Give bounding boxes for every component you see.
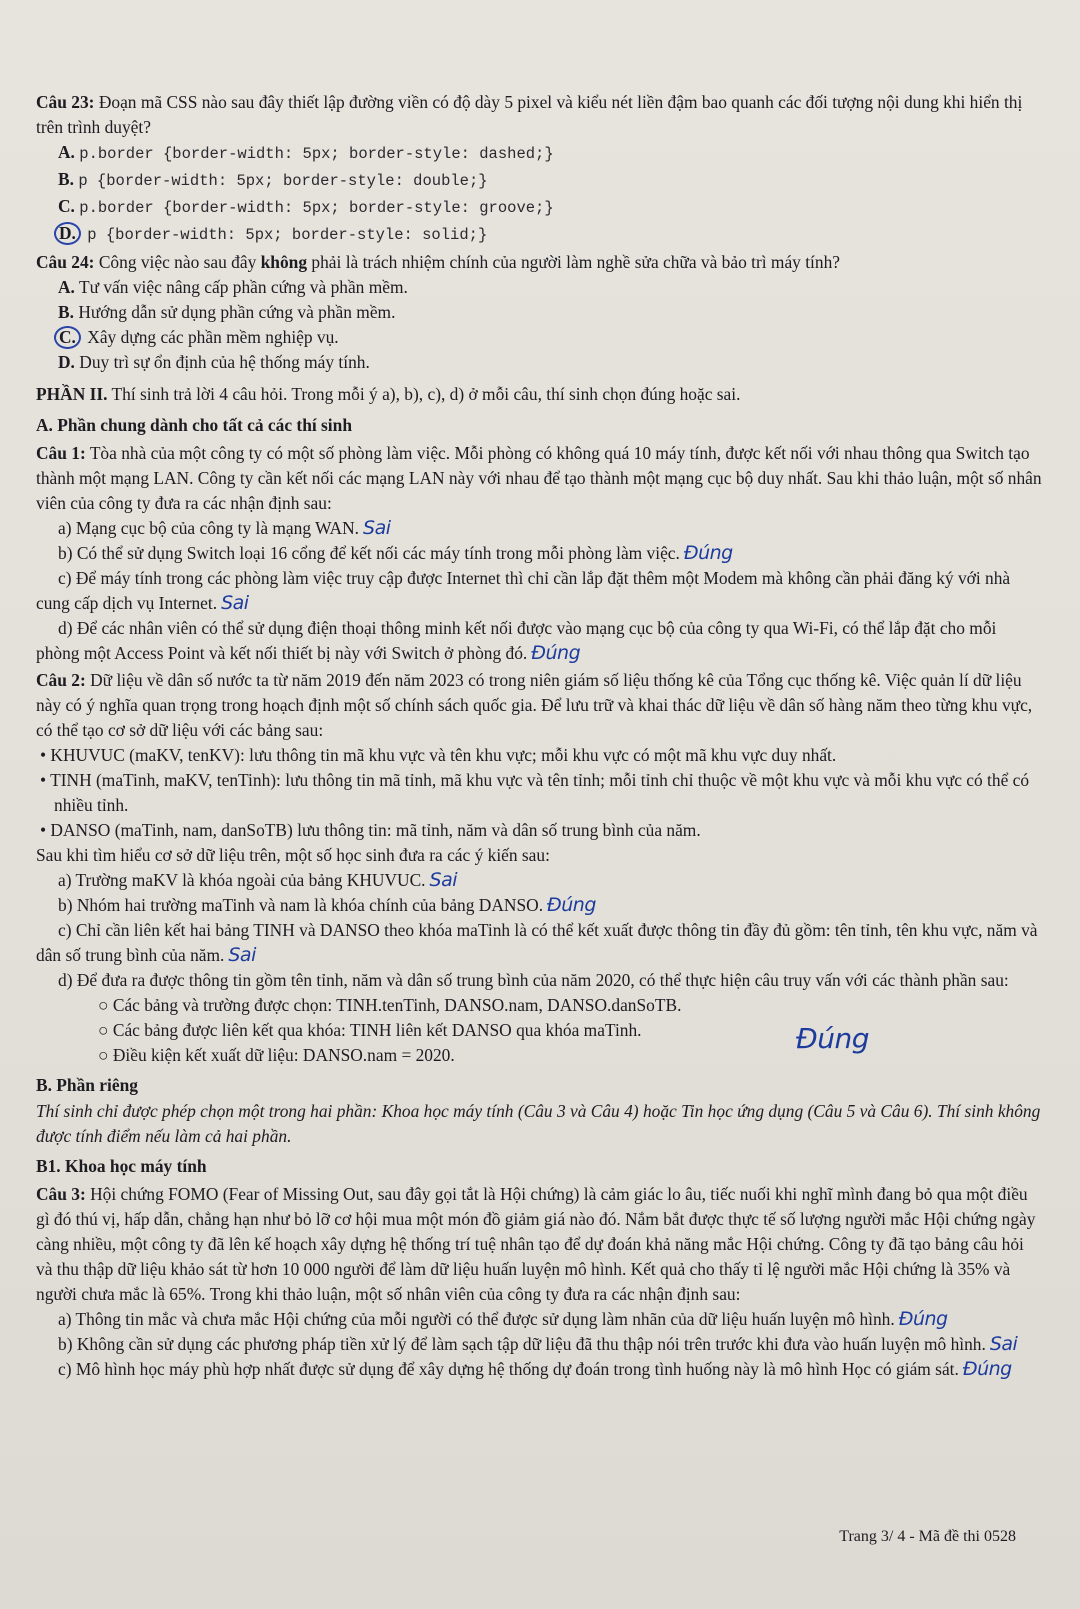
section-b-heading: B. Phần riêng	[36, 1075, 138, 1095]
question-2: Câu 2: Dữ liệu về dân số nước ta từ năm 2019 đến năm 2023 có trong niên giám số liệu thống kê của Tổng cục thống kê. Việc quản lí dữ liệu này có ý nghĩa quan trọng trong hoạch định một số chính sách quốc gia. Để lưu trữ và khai thác dữ liệu về dân số hàng năm theo từng khu vực, có thể tạo cơ sở dữ liệu với các bảng sau: • KHUVUC (maKV, tenKV): lưu thông tin mã khu vực và tên khu vực; mỗi khu vực có một mã khu vực duy nhất. • TINH (maTinh, maKV, tenTinh): lưu thông tin mã tỉnh, mã khu vực và tên tỉnh; mỗi tỉnh chỉ thuộc về một khu vực và mỗi khu vực có thể có nhiều tỉnh. • DANSO (maTinh, nam, danSoTB) lưu thông tin: mã tỉnh, năm và dân số trung bình của năm. Sau khi tìm hiểu cơ sở dữ liệu trên, một số học sinh đưa ra các ý kiến sau: a) Trường maKV là khóa ngoài của bảng KHUVUC. Sai b) Nhóm hai trường maTinh và nam là khóa chính của bảng DANSO. Đúng c) Chỉ cần liên kết hai bảng TINH và DANSO theo khóa maTinh là có thể kết xuất được thông tin đầy đủ gồm: tên tỉnh, tên khu vực, năm và dân số trung bình của năm. Sai d) Để đưa ra được thông tin gồm tên tỉnh, năm và dân số trung bình của năm 2020, có thể thực hiện câu truy vấn với các thành phần sau: ○ Các bảng và trường được chọn: TINH.tenTinh, DANSO.nam, DANSO.danSoTB. ○ Các bảng được liên kết qua khóa: TINH liên kết DANSO qua khóa maTinh. ○ Điều kiện kết xuất dữ liệu: DANSO.nam = 2020.	[36, 668, 1044, 1068]
statement-b: b) Không cần sử dụng các phương pháp tiền xử lý để làm sạch tập dữ liệu đã thu thập nói trên trước khi đưa vào huấn luyện mô hình. Sai	[58, 1333, 1018, 1355]
question-label: Câu 24:	[36, 252, 95, 272]
option-b: B. Hướng dẫn sử dụng phần cứng và phần mềm.	[58, 302, 396, 322]
question-23	[36, 90, 1044, 248]
question-3: Câu 3: Hội chứng FOMO (Fear of Missing Out, sau đây gọi tắt là Hội chứng) là cảm giác lo âu, tiếc nuối khi nghĩ mình đang bỏ qua một điều gì đó thú vị, hấp dẫn, chẳng hạn như bỏ lỡ cơ hội mua một món đồ giảm giá nào đó. Nắm bắt được thực tế số lượng người mắc Hội chứng ngày càng nhiều, một công ty đã lên kế hoạch xây dựng hệ thống trí tuệ nhân tạo để dự đoán khả năng mắc Hội chứng. Công ty đã tạo bảng câu hỏi và thu thập dữ liệu khảo sát từ hơn 10 000 người để làm dữ liệu huấn luyện mô hình. Kết quả cho thấy tỉ lệ người mắc Hội chứng là 35% và người chưa mắc là 65%. Trong khi thảo luận, một số nhân viên của công ty đưa ra các nhận định sau: a) Thông tin mắc và chưa mắc Hội chứng của mỗi người có thể được sử dụng làm nhãn của dữ liệu huấn luyện mô hình. Đúng b) Không cần sử dụng các phương pháp tiền xử lý để làm sạch tập dữ liệu đã thu thập nói trên trước khi đưa vào huấn luyện mô hình. Sai c) Mô hình học máy phù hợp nhất được sử dụng để xây dựng hệ thống dự đoán trong tình huống này là mô hình Học có giám sát. Đúng	[36, 1182, 1044, 1382]
section-b-note: Thí sinh chỉ được phép chọn một trong hai phần: Khoa học máy tính (Câu 3 và Câu 4) hoặc Tin học ứng dụng (Câu 5 và Câu 6). Thí sinh không được tính điểm nếu làm cả hai phần.	[36, 1101, 1041, 1146]
statement-b: b) Có thể sử dụng Switch loại 16 cổng để kết nối các máy tính trong mỗi phòng làm việc. Đúng	[58, 542, 733, 564]
option-a: A. Tư vấn việc nâng cấp phần cứng và phần mềm.	[58, 277, 408, 297]
option-d: D. p {border-width: 5px; border-style: solid;}	[36, 221, 1044, 248]
part-2-instructions: PHẦN II. Thí sinh trả lời 4 câu hỏi. Trong mỗi ý a), b), c), d) ở mỗi câu, thí sinh chọn đúng hoặc sai.	[36, 384, 741, 404]
handwritten-mark: Đúng	[683, 542, 733, 564]
handwritten-mark: Đúng	[898, 1308, 948, 1330]
question-1: Câu 1: Tòa nhà của một công ty có một số phòng làm việc. Mỗi phòng có không quá 10 máy tính, được kết nối với nhau thông qua Switch tạo thành một mạng LAN. Công ty cần kết nối các mạng LAN này với nhau để tạo thành một mạng cục bộ duy nhất. Sau khi thảo luận, một số nhân viên của công ty đưa ra các nhận định sau: a) Mạng cục bộ của công ty là mạng WAN. Sai b) Có thể sử dụng Switch loại 16 cổng để kết nối các máy tính trong mỗi phòng làm việc. Đúng c) Để máy tính trong các phòng làm việc truy cập được Internet thì chỉ cần lắp đặt thêm một Modem mà không cần phải đăng ký với nhà cung cấp dịch vụ Internet. Sai d) Để các nhân viên có thể sử dụng điện thoại thông minh kết nối được vào mạng cục bộ của công ty qua Wi-Fi, có thể lắp đặt cho mỗi phòng một Access Point và kết nối thiết bị này với Switch ở phòng đó. Đúng	[36, 441, 1044, 666]
handwritten-mark: Sai	[363, 517, 391, 539]
section-a-heading: A. Phần chung dành cho tất cả các thí sinh	[36, 415, 352, 435]
handwritten-mark: Đúng	[796, 1022, 869, 1055]
section-b1-heading: B1. Khoa học máy tính	[36, 1156, 207, 1176]
handwritten-mark: Đúng	[547, 894, 596, 916]
opinions-intro: Sau khi tìm hiểu cơ sở dữ liệu trên, một số học sinh đưa ra các ý kiến sau:	[36, 845, 550, 865]
statement-d: d) Để đưa ra được thông tin gồm tên tỉnh, năm và dân số trung bình của năm 2020, có thể thực hiện câu truy vấn với các thành phần sau:	[58, 970, 1009, 990]
question-stem: Đoạn mã CSS nào sau đây thiết lập đường viền có độ dày 5 pixel và kiểu nét liền đậm bao quanh các đối tượng nội dung khi hiển thị trên trình duyệt?	[36, 92, 1023, 137]
query-component: ○ Điều kiện kết xuất dữ liệu: DANSO.nam = 2020.	[98, 1045, 455, 1065]
option-d: D. Duy trì sự ổn định của hệ thống máy tính.	[58, 352, 370, 372]
handwritten-mark: Sai	[429, 869, 457, 891]
option-c: C. Xây dựng các phần mềm nghiệp vụ.	[36, 325, 1044, 350]
handwritten-mark: Sai	[228, 944, 256, 966]
query-component: ○ Các bảng được liên kết qua khóa: TINH liên kết DANSO qua khóa maTinh.	[98, 1020, 642, 1040]
statement-a: a) Mạng cục bộ của công ty là mạng WAN. Sai	[58, 517, 391, 539]
table-tinh: • TINH (maTinh, maKV, tenTinh): lưu thông tin mã tỉnh, mã khu vực và tên tỉnh; mỗi tỉnh chỉ thuộc về một khu vực và mỗi khu vực có thể có nhiều tỉnh.	[40, 770, 1030, 815]
handwritten-mark: Đúng	[531, 642, 581, 664]
option-b: B. p {border-width: 5px; border-style: double;}	[58, 169, 488, 190]
selected-answer-circle: C.	[54, 326, 81, 349]
question-label: Câu 23:	[36, 92, 95, 112]
page-footer: Trang 3/ 4 - Mã đề thi 0528	[839, 1528, 1016, 1545]
statement-a: a) Thông tin mắc và chưa mắc Hội chứng của mỗi người có thể được sử dụng làm nhãn của dữ liệu huấn luyện mô hình. Đúng	[58, 1308, 948, 1330]
question-24: Câu 24: Công việc nào sau đây không phải là trách nhiệm chính của người làm nghề sửa chữa và bảo trì máy tính? A. Tư vấn việc nâng cấp phần cứng và phần mềm. B. Hướng dẫn sử dụng phần cứng và phần mềm. C. Xây dựng các phần mềm nghiệp vụ. D. Duy trì sự ổn định của hệ thống máy tính.	[36, 250, 1044, 375]
statement-c: c) Chỉ cần liên kết hai bảng TINH và DANSO theo khóa maTinh là có thể kết xuất được thông tin đầy đủ gồm: tên tỉnh, tên khu vực, năm và dân số trung bình của năm. Sai	[36, 920, 1038, 966]
statement-a: a) Trường maKV là khóa ngoài của bảng KHUVUC. Sai	[58, 869, 457, 891]
handwritten-mark: Sai	[221, 592, 249, 614]
handwritten-mark: Sai	[989, 1333, 1018, 1355]
option-c: C. p.border {border-width: 5px; border-style: groove;}	[58, 196, 554, 217]
table-khuvuc: • KHUVUC (maKV, tenKV): lưu thông tin mã khu vực và tên khu vực; mỗi khu vực có một mã khu vực duy nhất.	[40, 745, 837, 765]
statement-c: c) Để máy tính trong các phòng làm việc truy cập được Internet thì chỉ cần lắp đặt thêm một Modem mà không cần phải đăng ký với nhà cung cấp dịch vụ Internet. Sai	[36, 568, 1011, 614]
selected-answer-circle: D.	[54, 222, 81, 245]
statement-c: c) Mô hình học máy phù hợp nhất được sử dụng để xây dựng hệ thống dự đoán trong tình huống này là mô hình Học có giám sát. Đúng	[58, 1358, 1012, 1380]
statement-b: b) Nhóm hai trường maTinh và nam là khóa chính của bảng DANSO. Đúng	[58, 894, 596, 916]
option-a: A. p.border {border-width: 5px; border-style: dashed;}	[58, 142, 554, 163]
query-component: ○ Các bảng và trường được chọn: TINH.tenTinh, DANSO.nam, DANSO.danSoTB.	[98, 995, 682, 1015]
table-danso: • DANSO (maTinh, nam, danSoTB) lưu thông tin: mã tỉnh, năm và dân số trung bình của năm.	[40, 820, 701, 840]
handwritten-mark: Đúng	[962, 1358, 1012, 1380]
statement-d: d) Để các nhân viên có thể sử dụng điện thoại thông minh kết nối được vào mạng cục bộ của công ty qua Wi-Fi, có thể lắp đặt cho mỗi phòng một Access Point và kết nối thiết bị này với Switch ở phòng đó. Đúng	[36, 618, 997, 664]
